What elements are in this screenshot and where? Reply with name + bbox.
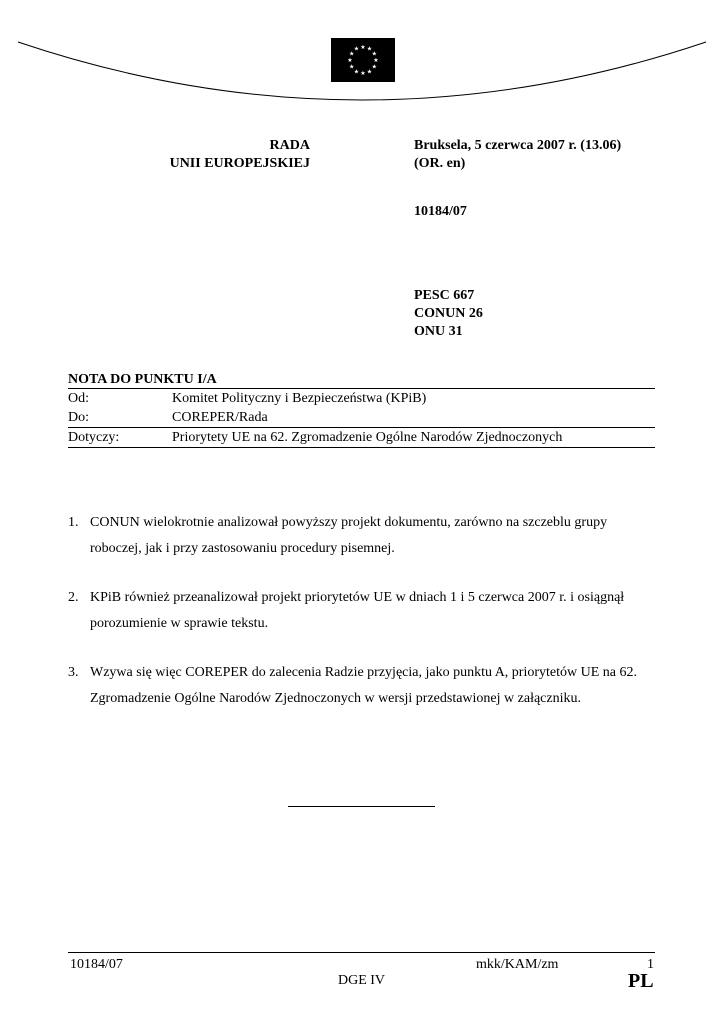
paragraph-number: 1. (68, 515, 79, 530)
document-number: 10184/07 (414, 204, 467, 219)
star-icon: ★ (353, 69, 360, 76)
footer-page-number: 1 (647, 957, 654, 972)
star-icon: ★ (373, 58, 379, 64)
meta-value: COREPER/Rada (172, 410, 268, 425)
note-title: NOTA DO PUNKTU I/A (68, 372, 217, 387)
star-icon: ★ (371, 64, 377, 71)
star-icon: ★ (353, 46, 360, 53)
footer-language: PL (628, 970, 654, 992)
star-icon: ★ (347, 58, 353, 64)
meta-key: Dotyczy: (68, 430, 120, 445)
footer-rule (68, 952, 655, 953)
star-icon: ★ (360, 71, 366, 77)
meta-key: Od: (68, 391, 89, 406)
code-onu: ONU 31 (414, 324, 463, 339)
issuer-line-2: UNII EUROPEJSKIEJ (169, 156, 310, 171)
footer-author-code: mkk/KAM/zm (476, 957, 559, 972)
paragraph-number: 2. (68, 590, 79, 605)
original-language: (OR. en) (414, 156, 466, 171)
paragraph (68, 585, 658, 637)
note-meta-table (68, 388, 655, 448)
end-separator (288, 806, 435, 807)
meta-value: Komitet Polityczny i Bezpieczeństwa (KPiB) (172, 391, 427, 406)
star-icon: ★ (360, 45, 366, 51)
paragraph-text: Wzywa się więc COREPER do zalecenia Radzie przyjęcia, jako punktu A, priorytetów UE na 62. Zgromadzenie Ogólne Narodów Zjednoczonych w wersji przedstawionej w załączniku. (90, 665, 637, 706)
code-pesc: PESC 667 (414, 288, 475, 303)
star-icon: ★ (366, 46, 373, 53)
star-icon: ★ (366, 69, 373, 76)
issuer-block (170, 137, 310, 173)
paragraph (68, 660, 658, 712)
meta-row-to (68, 408, 655, 428)
meta-row-subject (68, 428, 655, 448)
eu-flag-icon (331, 38, 395, 82)
document-info-block (414, 137, 621, 341)
star-icon: ★ (349, 64, 355, 71)
paragraph-text: KPiB również przeanalizował projekt priorytetów UE w dniach 1 i 5 czerwca 2007 r. i osiągnął porozumienie w sprawie tekstu. (90, 590, 625, 631)
footer-doc-ref: 10184/07 (70, 957, 123, 972)
issuer-line-1: RADA (269, 138, 310, 153)
paragraph-text: CONUN wielokrotnie analizował powyższy projekt dokumentu, zarówno na szczeblu grupy roboczej, jak i przy zastosowaniu procedury pisemnej. (90, 515, 608, 556)
place-date: Bruksela, 5 czerwca 2007 r. (13.06) (414, 138, 622, 153)
meta-key: Do: (68, 410, 89, 425)
footer-department: DGE IV (338, 973, 386, 988)
meta-value: Priorytety UE na 62. Zgromadzenie Ogólne Narodów Zjednoczonych (172, 430, 563, 445)
paragraph (68, 510, 658, 562)
star-icon: ★ (349, 51, 355, 58)
star-icon: ★ (371, 51, 377, 58)
code-conun: CONUN 26 (414, 306, 483, 321)
paragraph-number: 3. (68, 665, 79, 680)
meta-row-from (68, 389, 655, 408)
body-paragraphs (68, 510, 658, 735)
